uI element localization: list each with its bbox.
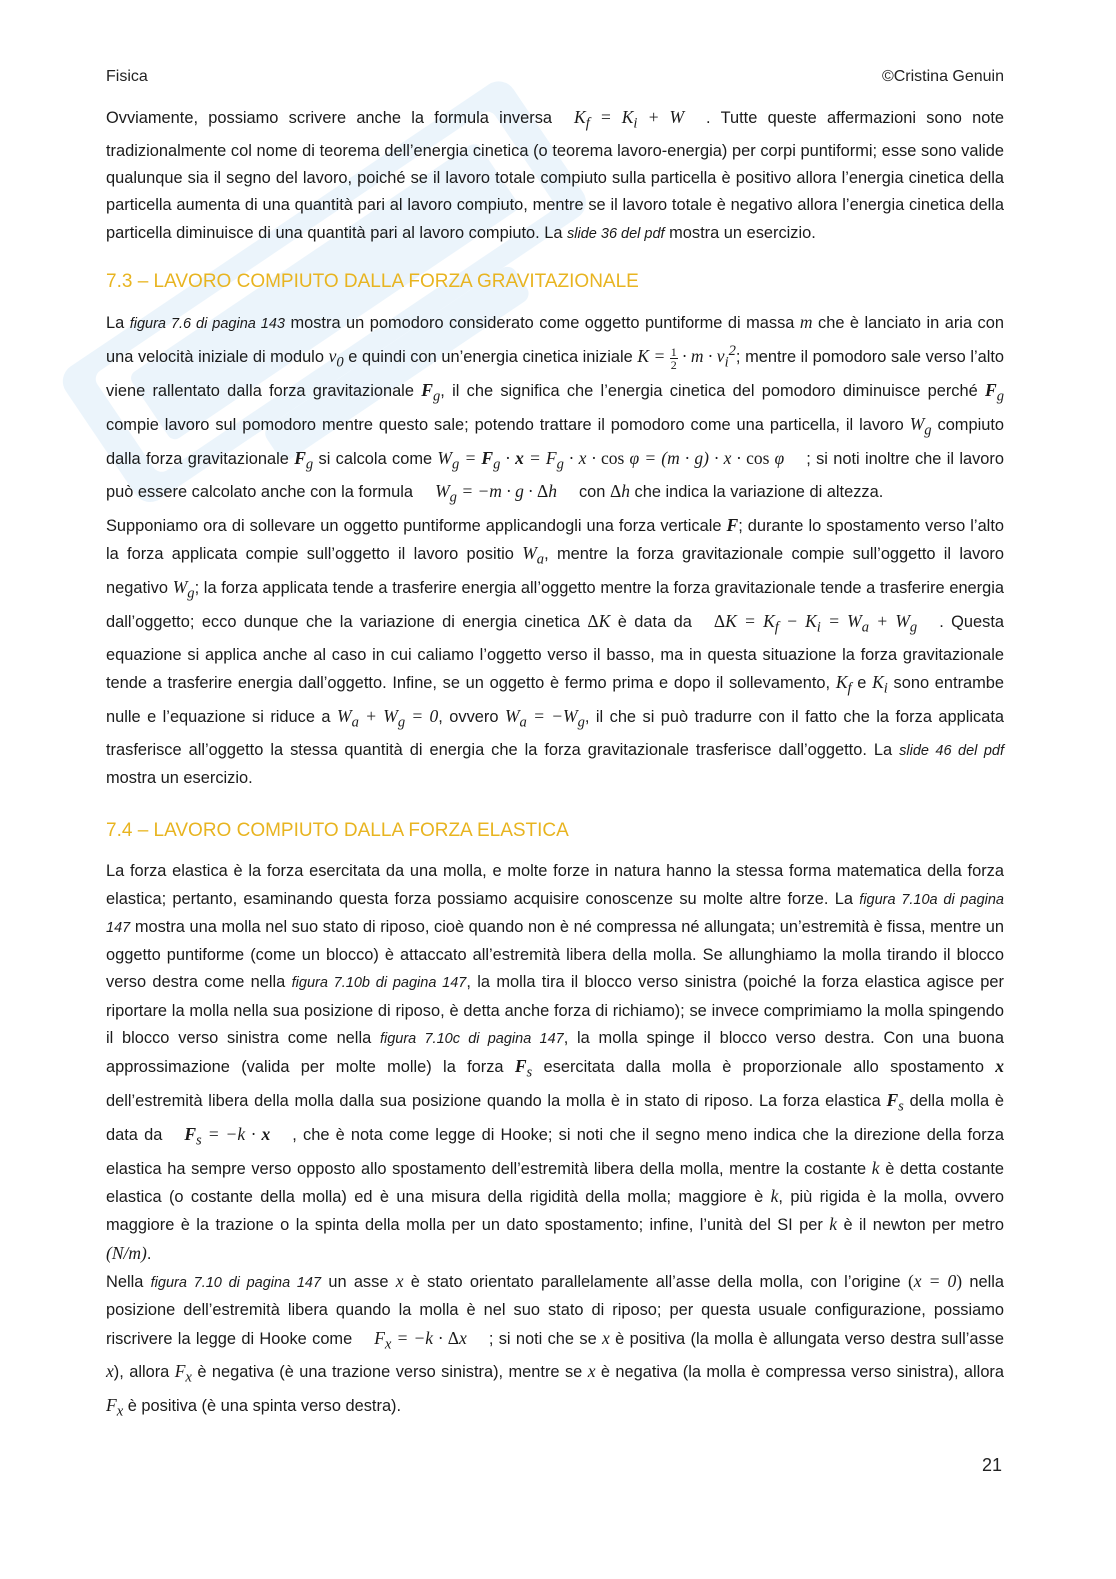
symbol-fx: $F_x$ (174, 1361, 192, 1386)
ref-figure-7-10b: figura 7.10b di pagina 147 (291, 975, 467, 992)
symbol-x: x (395, 1270, 404, 1291)
header-subject: Fisica (106, 68, 148, 85)
formula-inverse: $K_f = K_i + W$ (574, 107, 685, 132)
paragraph-lifting-object: Supponiamo ora di sollevare un oggetto puntiforme applicandogli una forza verticale F; durante lo spostamento verso l’alto la forza applicata compie sull’oggetto il lavoro positio $W_a$, mentre la forza gravitazionale compie sull’oggetto il lavoro negativo $W_g$; la forza applicata tende a trasferire energia all’oggetto mentre la forza gravitazionale tende a trasferire energia dall’oggetto; ecco dunque che la variazione di energia cinetica ΔK è data da $\Delta K = K_f - K_i = W_a + W_g$ . Questa equazione si applica anche al caso in cui caliamo l’oggetto verso il basso, ma in questa situazione la forza gravitazionale tende a trasferire energia dall’oggetto. Infine, se un oggetto è fermo prima e dopo il sollevamento, $K_f$ e $K_i$ sono entrambe nulle e l’equazione si riduce a $W_a + W_g = 0$, ovvero $W_a = -W_g$, il che si può tradurre con il fatto che la forza applicata trasferisce all’oggetto la stessa quantità di energia che la forza gravitazionale trasferisce dall’oggetto. La slide 46 del pdf mostra un esercizio. (106, 515, 1005, 787)
symbol-k: k (770, 1186, 779, 1207)
symbol-wg: $W_g$ (909, 413, 932, 439)
paragraph-kinetic-energy-theorem: Ovviamente, possiamo scrivere anche la formula inversa $K_f = K_i + W$ . Tutte queste affermazioni sono note tradizionalmente col nome di teorema dell’energia cinetica (o teorema lavoro-energia) per corpi puntiformi; esse sono valide qualunque sia il segno del lavoro, poiché se il lavoro totale compiuto sulla particella è positivo allora l’energia cinetica della particella aumenta di una quantità pari al lavoro compiuto, mentre se il lavoro totale è negativo allora l’energia cinetica della particella diminuisce di una quantità pari al lavoro compiuto. La slide 36 del pdf mostra un esercizio. (106, 107, 1004, 242)
ref-slide-46: slide 46 del pdf (899, 742, 1004, 759)
page-number: 21 (981, 1455, 1002, 1475)
symbol-wa: $W_a$ (522, 543, 545, 568)
ref-slide-36: slide 36 del pdf (567, 225, 665, 242)
paragraph-gravitational-work: La figura 7.6 di pagina 143 mostra un pomodoro considerato come oggetto puntiforme di massa m che è lanciato in aria con una velocità iniziale di modulo $v_0$ e quindi con un’energia cinetica iniziale K = $\frac{1}{2}$ · $m \cdot v_i^2$; mentre il pomodoro sale verso l’alto viene rallentato dalla forza gravitazionale $F_g$, il che significa che l’energia cinetica del pomodoro diminuisce perché $F_g$ compie lavoro sul pomodoro mentre questo sale; potendo trattare il pomodoro come una particella, il lavoro $W_g$ compiuto dalla forza gravitazionale $F_g$ si calcola come $W_g = F_g \cdot x = F_g \cdot x \cdot \cos \varphi = (m \cdot g) \cdot x \cdot \cos \varphi$ ; si noti inoltre che il lavoro può essere calcolato anche con la formula $W_g = -m \cdot g \cdot \Delta h$ con Δh che indica la variazione di altezza. (106, 311, 1005, 506)
formula-gravitational-work: $W_g = F_g \cdot x = F_g \cdot x \cdot \cos \varphi = (m \cdot g) \cdot x \cdot \cos \varphi$ (437, 447, 785, 472)
symbol-delta-h: Δh (609, 481, 630, 502)
unit-newton-per-meter: (N/m) (106, 1242, 147, 1263)
symbol-fs: $F_s$ (514, 1056, 533, 1081)
symbol-x: x (587, 1361, 596, 1382)
symbol-mass: m (799, 311, 813, 332)
formula-hooke-scalar: $F_x = -k \cdot \Delta x$ (374, 1327, 467, 1353)
symbol-kf: $K_f$ (835, 672, 852, 697)
symbol-delta-k: ΔK (587, 610, 611, 631)
page-header (106, 68, 1004, 86)
section-title-7-3: 7.3 – LAVORO COMPIUTO DALLA FORZA GRAVITAZIONALE (106, 270, 639, 292)
symbol-wg: $W_g$ (172, 577, 195, 602)
symbol-x: x (602, 1327, 610, 1348)
ref-figure-7-10c: figura 7.10c di pagina 147 (379, 1031, 564, 1048)
symbol-fg: $F_g$ (985, 379, 1004, 405)
page-content (106, 104, 1004, 1426)
symbol-ki: $K_i$ (872, 672, 888, 697)
formula-kinetic-energy: K = $\frac{1}{2}$ · $m \cdot v_i^2$ (637, 343, 736, 372)
formula-wa-minus-wg: $W_a = -W_g$ (504, 705, 585, 731)
ref-figure-7-6: figura 7.6 di pagina 143 (129, 315, 285, 332)
formula-sum-zero: $W_a + W_g = 0$ (337, 705, 439, 731)
ref-figure-7-10: figura 7.10 di pagina 147 (150, 1274, 322, 1291)
symbol-k: k (829, 1214, 838, 1235)
symbol-fg: $F_g$ (294, 447, 314, 472)
symbol-x: x (106, 1361, 114, 1382)
section-title-7-4: 7.4 – LAVORO COMPIUTO DALLA FORZA ELASTICA (106, 820, 569, 842)
symbol-v0: $v_0$ (328, 346, 344, 371)
header-author: ©Cristina Genuin (881, 68, 1004, 85)
symbol-origin: (x = 0) (907, 1270, 963, 1291)
symbol-fx: $F_x$ (106, 1395, 124, 1420)
symbol-k: k (871, 1157, 880, 1178)
symbol-fs: $F_s$ (886, 1090, 904, 1115)
formula-hooke-law: $F_s = -k \cdot x$ (184, 1123, 271, 1149)
symbol-x-vector: x (995, 1056, 1004, 1077)
formula-wg-height: $W_g = -m \cdot g \cdot \Delta h$ (435, 481, 557, 506)
symbol-fg: $F_g$ (421, 379, 441, 405)
paragraph-elastic-force: La forza elastica è la forza esercitata da una molla, e molte forze in natura hanno la stessa forma matematica della forza elastica; pertanto, esaminando questa forza possiamo acquisire conoscenze su molte altre forze. La figura 7.10a di pagina 147 mostra una molla nel suo stato di riposo, cioè quando non è né compressa né allungata; un’estremità è fissa, mentre un oggetto puntiforme (come un blocco) è attaccato all’estremità libera della molla. Se allunghiamo la molla tirando il blocco verso destra come nella figura 7.10b di pagina 147, la molla tira il blocco verso sinistra (poiché la forza elastica agisce per riportare la molla nella sua posizione di riposo, è detta anche forza di richiamo); se invece comprimiamo la molla spingendo il blocco verso sinistra come nella figura 7.10c di pagina 147, la molla spinge il blocco verso destra. Con una buona approssimazione (valida per molte molle) la forza $F_s$ esercitata dalla molla è proporzionale allo spostamento x dell’estremità libera della molla dalla sua posizione quando la molla è in stato di riposo. La forza elastica $F_s$ della molla è data da $F_s = -k \cdot x$ , che è nota come legge di Hooke; si noti che il segno meno indica che la direzione della forza elastica ha sempre verso opposto allo spostamento dell’estremità libera della molla, mentre la costante k è detta costante elastica (o costante della molla) ed è una misura della rigidità della molla; maggiore è k, più rigida è la molla, ovvero maggiore è la trazione o la spinta della molla per un dato spostamento; infine, l’unità del SI per k è il newton per metro (N/m). (106, 862, 1005, 1263)
symbol-f: F (726, 515, 739, 536)
ref-figure-7-10a: figura 7.10a di pagina 147 (106, 891, 1004, 936)
formula-delta-k: $\Delta K = K_f - K_i = W_a + W_g$ (713, 610, 918, 636)
paragraph-hooke-axis: Nella figura 7.10 di pagina 147 un asse x è stato orientato parallelamente all’asse della molla, con l’origine (x = 0) nella posizione dell’estremità libera quando la molla è nel suo stato di riposo; per questa usuale configurazione, possiamo riscrivere la legge di Hooke come $F_x = -k \cdot \Delta x$ ; si noti che se x è positiva (la molla è allungata verso destra sull’asse x), allora $F_x$ è negativa (è una trazione verso sinistra), mentre se x è negativa (la molla è compressa verso sinistra), allora $F_x$ è positiva (è una spinta verso destra). (106, 1270, 1005, 1420)
